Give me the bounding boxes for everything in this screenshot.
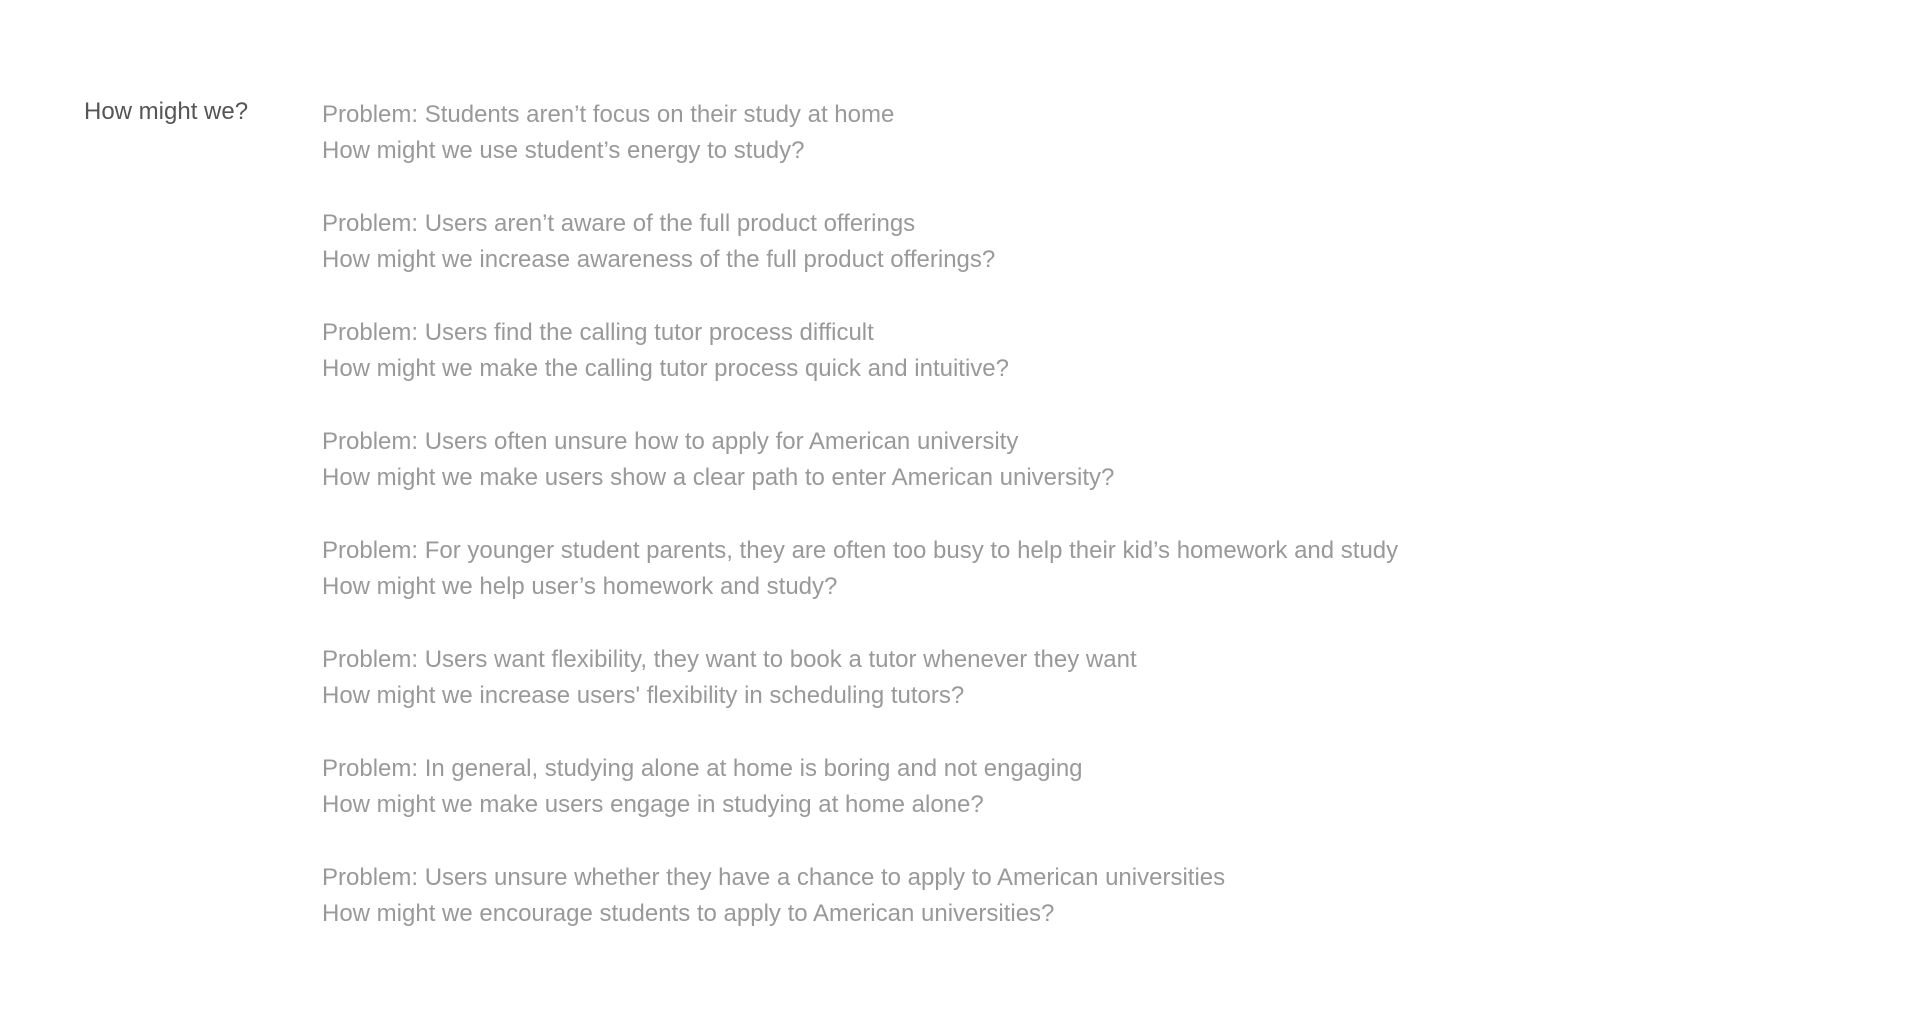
hmw-question: How might we encourage students to apply to American universities? xyxy=(322,900,1055,927)
hmw-question: How might we use student’s energy to study? xyxy=(322,137,805,164)
problem-entry xyxy=(322,642,1822,751)
problem-statement: Problem: Users unsure whether they have a chance to apply to American universities xyxy=(322,864,1226,891)
problem-statement: Problem: Users often unsure how to apply for American university xyxy=(322,428,1019,455)
problem-statement: Problem: Users want flexibility, they want to book a tutor whenever they want xyxy=(322,646,1137,673)
problem-statement: Problem: In general, studying alone at home is boring and not engaging xyxy=(322,755,1083,782)
problem-entry xyxy=(322,533,1822,642)
problem-entry xyxy=(322,751,1822,860)
problem-statement: Problem: Students aren’t focus on their study at home xyxy=(322,101,895,128)
problem-statement: Problem: For younger student parents, they are often too busy to help their kid’s homework and study xyxy=(322,537,1399,564)
problem-entry xyxy=(322,424,1822,533)
problem-entry xyxy=(322,206,1822,315)
hmw-question: How might we increase users' flexibility in scheduling tutors? xyxy=(322,682,965,709)
problem-entry xyxy=(322,315,1822,424)
problem-list xyxy=(322,97,1822,969)
hmw-question: How might we make users show a clear path to enter American university? xyxy=(322,464,1115,491)
section-heading: How might we? xyxy=(84,98,249,125)
problem-statement: Problem: Users aren’t aware of the full product offerings xyxy=(322,210,916,237)
problem-entry xyxy=(322,97,1822,206)
problem-entry xyxy=(322,860,1822,969)
hmw-question: How might we help user’s homework and study? xyxy=(322,573,838,600)
hmw-question: How might we make the calling tutor process quick and intuitive? xyxy=(322,355,1009,382)
problem-statement: Problem: Users find the calling tutor process difficult xyxy=(322,319,874,346)
hmw-question: How might we make users engage in studying at home alone? xyxy=(322,791,984,818)
hmw-question: How might we increase awareness of the full product offerings? xyxy=(322,246,996,273)
